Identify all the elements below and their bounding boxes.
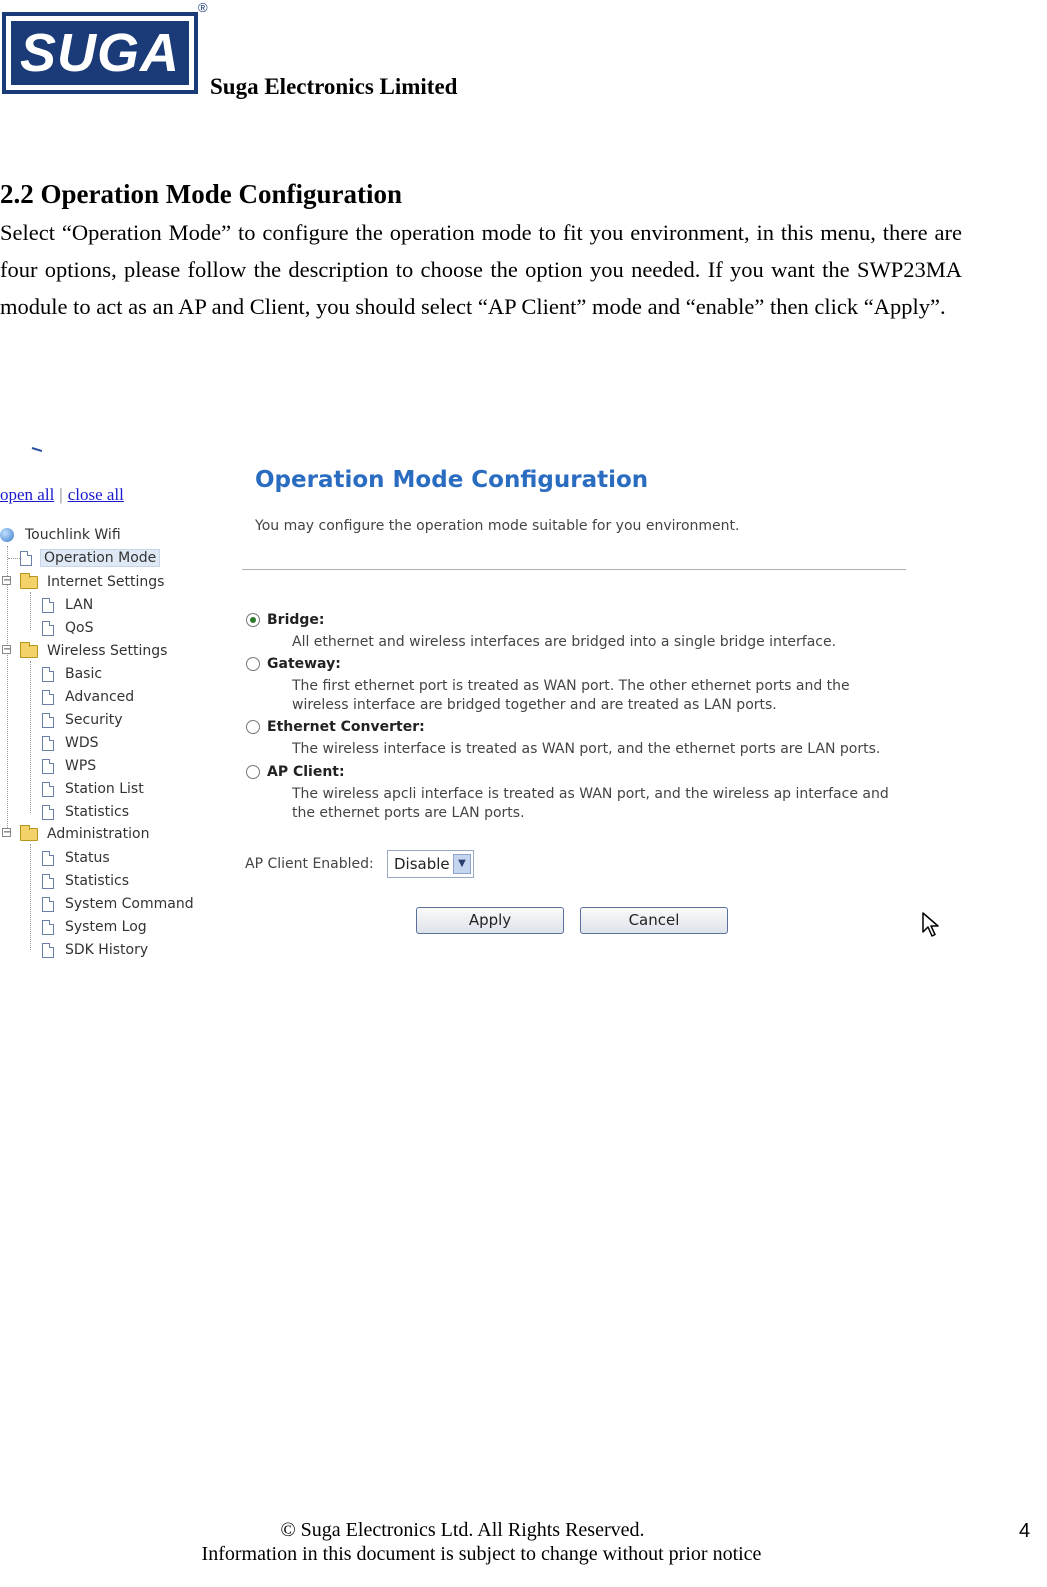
page-icon [42,598,54,613]
tree-item-system-log[interactable] [42,917,150,937]
tree-item-label: Station List [65,781,144,797]
close-all-link[interactable]: close all [67,485,124,504]
tree-item-label: Security [65,712,123,728]
tree-item-label: Statistics [65,873,129,889]
page-number: 4 [1019,1520,1031,1542]
tree-line [30,661,31,813]
tree-item-label: SDK History [65,942,149,958]
mode-option-gateway [246,656,916,716]
tree-item-label: Operation Mode [40,549,160,567]
tree-item-wireless-settings[interactable] [20,641,170,661]
tree-item-station-list[interactable] [42,779,147,799]
tree-item-lan[interactable] [42,595,96,615]
tree-item-label: Wireless Settings [47,643,168,659]
mode-description: All ethernet and wireless interfaces are bridged into a single bridge interface. [292,634,837,650]
open-all-link[interactable]: open all [0,485,55,504]
tree-item-root[interactable] [0,525,124,545]
tree-item-label: WDS [65,735,99,751]
company-logo [2,12,198,94]
tree-item-system-command[interactable] [42,894,197,914]
tree-line [8,558,20,559]
page-icon [42,713,54,728]
mode-name: Ethernet Converter: [267,719,425,735]
tree-item-label: Basic [65,666,103,682]
tree-item-wps[interactable] [42,756,99,776]
ap-client-radio[interactable] [246,765,260,779]
tree-item-internet-settings[interactable] [20,572,167,592]
tree-item-sdk-history[interactable] [42,940,151,960]
tree-item-label: System Log [65,919,147,935]
folder-icon [20,828,38,841]
mode-description: The wireless apcli interface is treated as WAN port, and the wireless ap interface and the ethernet ports are LAN ports. [292,786,889,821]
footer-copyright: © Suga Electronics Ltd. All Rights Reserved. [280,1519,645,1541]
page-icon [42,667,54,682]
page-icon [42,736,54,751]
page-icon [20,551,32,566]
panel-description: You may configure the operation mode suitable for you environment. [255,518,740,534]
footer-notice: Information in this document is subject to change without prior notice [201,1543,762,1565]
company-name: Suga Electronics Limited [210,74,458,99]
tree-item-label: Status [65,850,110,866]
panel-title: Operation Mode Configuration [255,467,649,493]
router-ui-screenshot [0,445,960,970]
bridge-radio[interactable] [246,613,260,627]
ap-client-enabled-label: AP Client Enabled: [245,856,374,872]
collapse-icon[interactable]: − [3,827,12,838]
page-icon [42,621,54,636]
tree-item-advanced[interactable] [42,687,137,707]
mode-option-bridge [246,612,916,654]
tree-item-label: Statistics [65,804,129,820]
collapse-icon[interactable]: − [3,644,12,655]
tree-item-label: System Command [65,896,194,912]
tree-item-status[interactable] [42,848,113,868]
apply-button[interactable]: Apply [416,907,564,934]
mode-name: AP Client: [267,764,345,780]
cancel-button[interactable]: Cancel [580,907,728,934]
tree-item-label: Touchlink Wifi [25,527,121,543]
mode-name: Bridge: [267,612,325,628]
chevron-down-icon[interactable]: ▼ [453,854,471,874]
page-icon [42,851,54,866]
tree-item-security[interactable] [42,710,126,730]
select-value: Disable [394,855,450,873]
tree-item-label: LAN [65,597,94,613]
tree-item-operation-mode[interactable] [20,548,160,568]
ap-client-enabled-select[interactable] [387,850,474,878]
tree-item-qos[interactable] [42,618,96,638]
page-icon [42,759,54,774]
folder-icon [20,645,38,658]
section-title: 2.2 Operation Mode Configuration [0,179,402,209]
divider [242,569,906,570]
tree-item-administration[interactable] [20,824,152,844]
globe-icon [0,528,14,542]
tree-item-basic[interactable] [42,664,105,684]
link-separator: | [59,485,63,504]
mode-option-ap-client [246,764,916,824]
tree-line [30,844,31,950]
tree-item-label: Internet Settings [47,574,165,590]
folder-icon [20,576,38,589]
tree-item-label: WPS [65,758,97,774]
tree-line [7,546,8,836]
intro-paragraph: Select “Operation Mode” to configure the operation mode to fit you environment, in this menu, there are four options, please follow the description to choose the option you needed. If you want the SWP23MA module to act as an AP and Client, you should select “AP Client” mode and “enable” then click “Apply”. [0,220,962,319]
tree-item-wds[interactable] [42,733,102,753]
page-icon [42,943,54,958]
ethernet-converter-radio[interactable] [246,720,260,734]
mode-description: The first ethernet port is treated as WAN port. The other ethernet ports and the wireless interface are bridged together and are treated as LAN ports. [292,678,850,713]
tree-item-admin-statistics[interactable] [42,871,132,891]
tree-item-statistics[interactable] [42,802,132,822]
collapse-icon[interactable]: − [3,575,12,586]
page-icon [42,874,54,889]
mode-description: The wireless interface is treated as WAN port, and the ethernet ports are LAN ports. [292,741,881,757]
mode-option-ethernet-converter [246,719,916,761]
page-icon [42,920,54,935]
tree-links [0,485,124,505]
logo-text: SUGA [19,23,180,83]
page-icon [42,782,54,797]
gateway-radio[interactable] [246,657,260,671]
page-icon [42,897,54,912]
tree-item-label: Administration [47,826,150,842]
registered-mark: ® [198,0,208,15]
page-icon [42,690,54,705]
mode-name: Gateway: [267,656,341,672]
tree-line [30,592,31,630]
tree-item-label: Advanced [65,689,135,705]
tree-top-fragment [2,445,42,455]
mouse-cursor-icon [922,912,940,938]
tree-item-label: QoS [65,620,94,636]
page-icon [42,805,54,820]
